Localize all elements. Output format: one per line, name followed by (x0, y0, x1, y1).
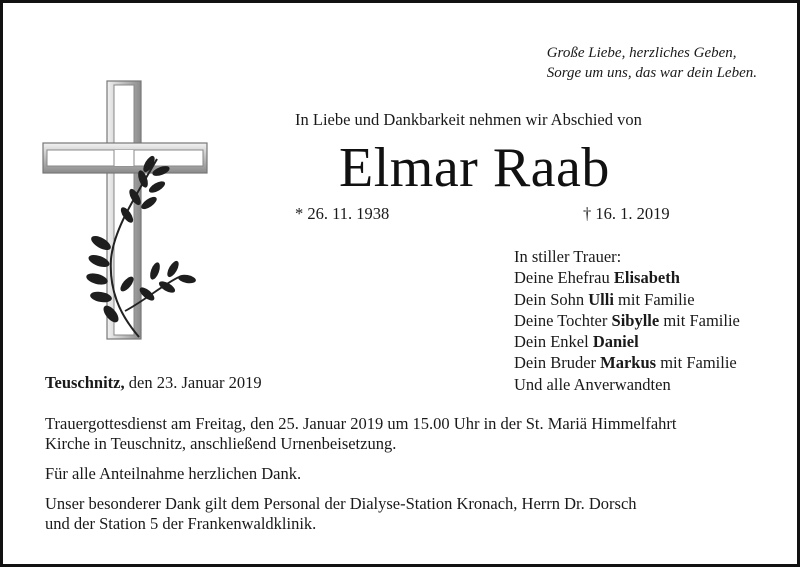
service-line-2: Kirche in Teuschnitz, anschließend Urnenbeisetzung. (45, 434, 397, 453)
mourner-name: Sibylle (611, 310, 660, 330)
mourner-line (514, 310, 740, 331)
mourner-name: Ulli (588, 289, 614, 309)
mourner-relation: Deine Ehefrau (514, 268, 614, 288)
mourner-name: Elisabeth (613, 268, 680, 288)
place-date: den 23. Januar 2019 (124, 373, 262, 392)
place-and-date (45, 373, 262, 393)
mourner-name: Markus (600, 353, 657, 373)
cross-with-laurel-icon (39, 79, 214, 344)
mourner-relation: Dein Bruder (514, 353, 601, 373)
mourner-line (514, 331, 740, 352)
mourner-suffix: mit Familie (659, 310, 740, 330)
memorial-quote (547, 43, 757, 83)
mourner-line (514, 267, 740, 288)
mourner-relation: Dein Enkel (514, 332, 593, 352)
service-line-1: Trauergottesdienst am Freitag, den 25. Januar 2019 um 15.00 Uhr in der St. Mariä Himmelfahrt (45, 414, 677, 433)
special-thanks-line-2: und der Station 5 der Frankenwaldklinik. (45, 514, 317, 533)
farewell-intro: In Liebe und Dankbarkeit nehmen wir Abschied von (295, 110, 642, 129)
quote-line-2: Sorge um uns, das war dein Leben. (546, 65, 757, 81)
place-city: Teuschnitz, (45, 373, 125, 392)
thanks-text: Für alle Anteilnahme herzlichen Dank. (45, 464, 302, 483)
special-thanks-line-1: Unser besonderer Dank gilt dem Personal der Dialyse-Station Kronach, Herrn Dr. Dorsch (45, 494, 637, 513)
quote-line-1: Große Liebe, herzliches Geben, (546, 45, 737, 61)
mourners-heading: In stiller Trauer: (514, 247, 622, 266)
mourners-closing: Und alle Anverwandten (514, 374, 671, 394)
funeral-service-info (45, 414, 676, 454)
special-thanks (45, 494, 676, 534)
mourner-name: Daniel (592, 332, 639, 352)
notice-body (45, 414, 676, 544)
deceased-name: Elmar Raab (339, 137, 610, 199)
mourner-relation: Dein Sohn (514, 289, 589, 309)
mourner-suffix: mit Familie (613, 289, 695, 309)
death-date: † 16. 1. 2019 (583, 204, 670, 223)
mourners-list (514, 246, 740, 395)
birth-date: * 26. 11. 1938 (295, 204, 390, 223)
mourner-suffix: mit Familie (656, 353, 737, 373)
mourner-line (514, 289, 740, 310)
mourner-line (514, 352, 740, 373)
mourner-relation: Deine Tochter (514, 310, 612, 330)
